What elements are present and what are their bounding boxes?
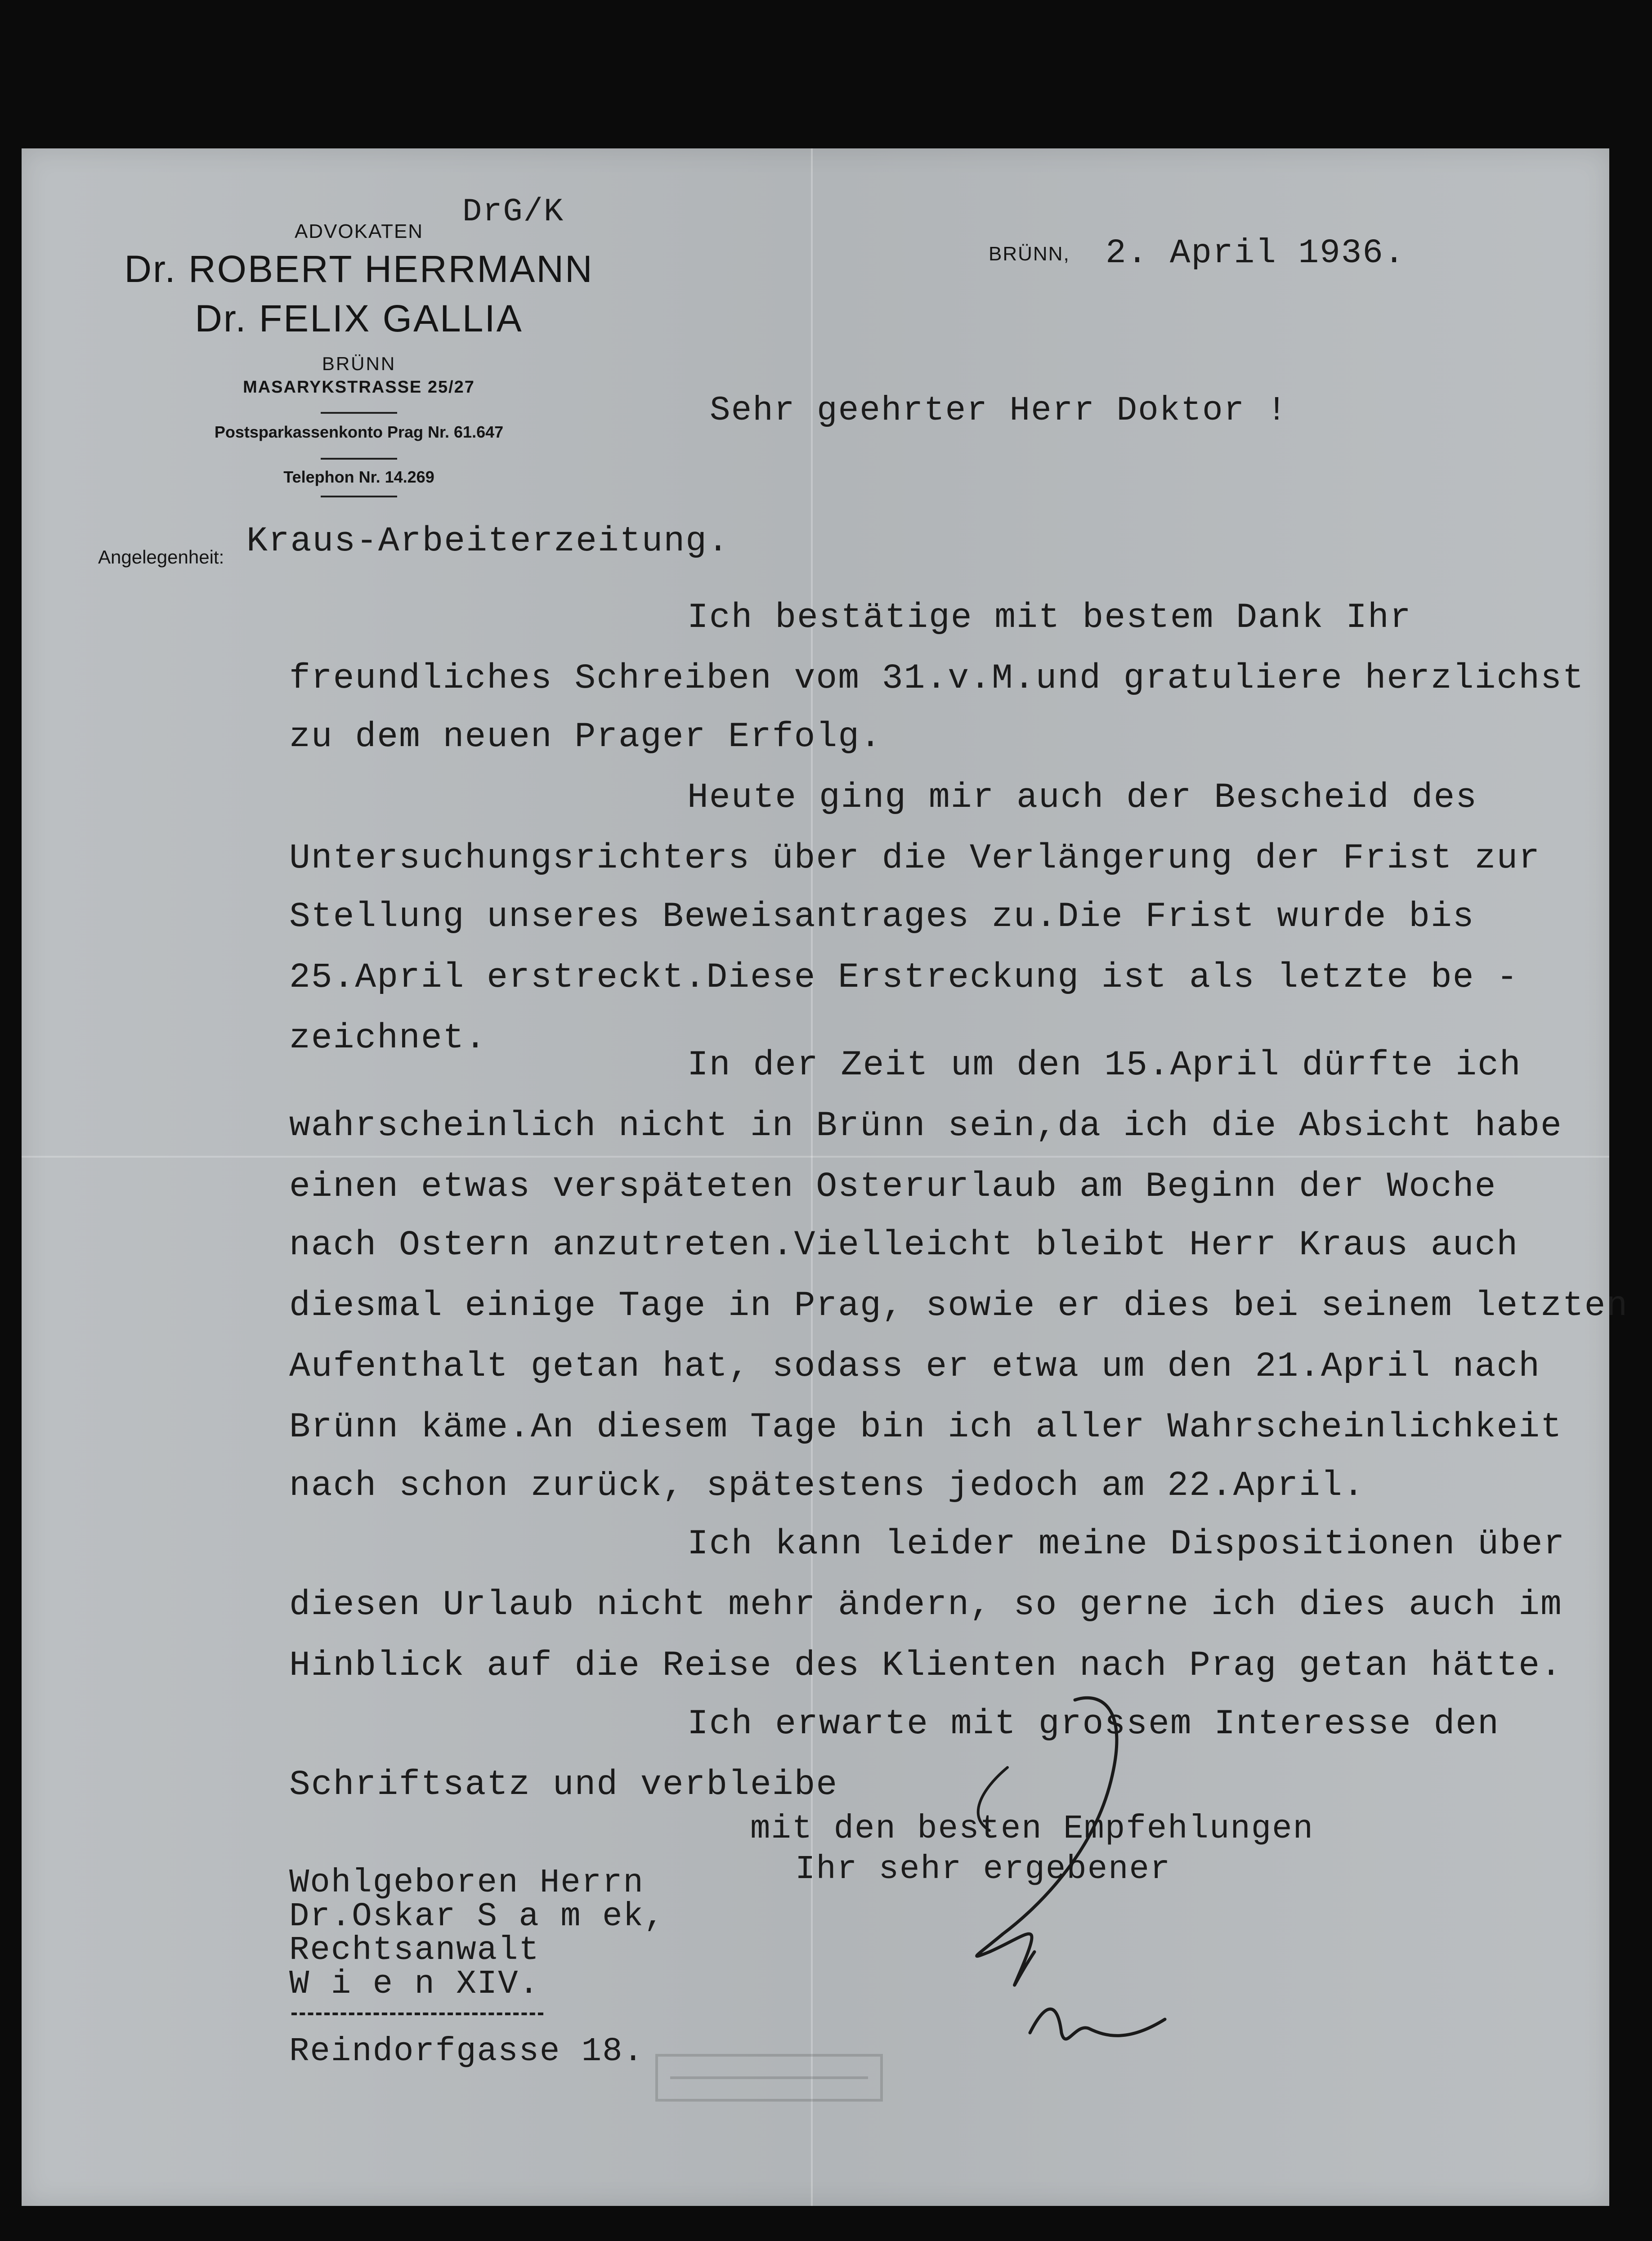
closing-line-1: mit den besten Empfehlungen (750, 1810, 1314, 1848)
body-line: Ich bestätige mit bestem Dank Ihr (687, 598, 1412, 638)
letterhead-divider-2 (321, 458, 397, 460)
received-stamp (652, 2051, 886, 2105)
recipient-line-2: Dr.Oskar S a m ek, (289, 1898, 665, 1936)
body-line: Ich kann leider meine Dispositionen über (687, 1525, 1566, 1564)
reference-code: DrG/K (462, 193, 564, 230)
letterhead-city: BRÜNN (322, 353, 396, 374)
letterhead-postal-account: Postsparkassenkonto Prag Nr. 61.647 (214, 423, 504, 441)
dateline-date: 2. April 1936. (1106, 234, 1406, 273)
body-line: In der Zeit um den 15.April dürfte ich (687, 1046, 1522, 1085)
letter-sheet (22, 148, 1629, 2206)
recipient-line-3: Rechtsanwalt (289, 1932, 540, 1969)
recipient-line-5: Reindorfgasse 18. (289, 2033, 644, 2071)
body-line: Brünn käme.An diesem Tage bin ich aller Wahrscheinlichkeit (289, 1408, 1562, 1447)
body-line: Untersuchungsrichters über die Verlängerung der Frist zur (289, 839, 1541, 878)
letterhead-street: MASARYKSTRASSE 25/27 (243, 378, 475, 397)
recipient-line-1: Wohlgeboren Herrn (289, 1864, 644, 1902)
letterhead-subject-label: Angelegenheit: (98, 546, 224, 568)
recipient-line-4: W i e n XIV. (289, 1965, 540, 2003)
letterhead-profession: ADVOKATEN (294, 220, 424, 242)
letterhead-lawyer-2: Dr. FELIX GALLIA (195, 297, 523, 340)
body-line: diesmal einige Tage in Prag, sowie er dies bei seinem letzten (289, 1286, 1629, 1326)
salutation: Sehr geehrter Herr Doktor ! (710, 391, 1288, 430)
body-line: nach Ostern anzutreten.Vielleicht bleibt Herr Kraus auch (289, 1226, 1519, 1265)
handwritten-signature (940, 1682, 1201, 2078)
letterhead-telephone: Telephon Nr. 14.269 (283, 468, 434, 486)
body-line: einen etwas verspäteten Osterurlaub am Beginn der Woche (289, 1167, 1497, 1207)
body-line: Ich erwarte mit grossem Interesse den (687, 1704, 1500, 1744)
dateline-place: BRÜNN, (989, 243, 1070, 265)
body-line: nach schon zurück, spätestens jedoch am 22.April. (289, 1466, 1365, 1506)
body-line: zu dem neuen Prager Erfolg. (289, 717, 882, 757)
body-line: 25.April erstreckt.Diese Erstreckung ist als letzte be - (289, 958, 1519, 997)
body-line: freundliches Schreiben vom 31.v.M.und gratuliere herzlichst (289, 659, 1585, 698)
recipient-separator (291, 2013, 543, 2015)
body-line: Schriftsatz und verbleibe (289, 1765, 838, 1805)
closing-line-2: Ihr sehr ergebener (795, 1851, 1171, 1888)
body-line: zeichnet. (289, 1019, 487, 1058)
body-line: wahrscheinlich nicht in Brünn sein,da ich die Absicht habe (289, 1106, 1562, 1146)
body-line: diesen Urlaub nicht mehr ändern, so gerne ich dies auch im (289, 1585, 1562, 1625)
subject-line: Kraus-Arbeiterzeitung. (246, 522, 730, 561)
letterhead-divider-1 (321, 412, 397, 414)
horizontal-fold-line (22, 1156, 1609, 1158)
letterhead-divider-3 (321, 496, 397, 497)
letterhead-lawyer-1: Dr. ROBERT HERRMANN (124, 248, 594, 290)
body-line: Stellung unseres Beweisantrages zu.Die Frist wurde bis (289, 897, 1475, 937)
body-line: Hinblick auf die Reise des Klienten nach Prag getan hätte. (289, 1646, 1562, 1686)
body-line: Aufenthalt getan hat, sodass er etwa um den 21.April nach (289, 1347, 1541, 1387)
body-line: Heute ging mir auch der Bescheid des (687, 778, 1478, 818)
